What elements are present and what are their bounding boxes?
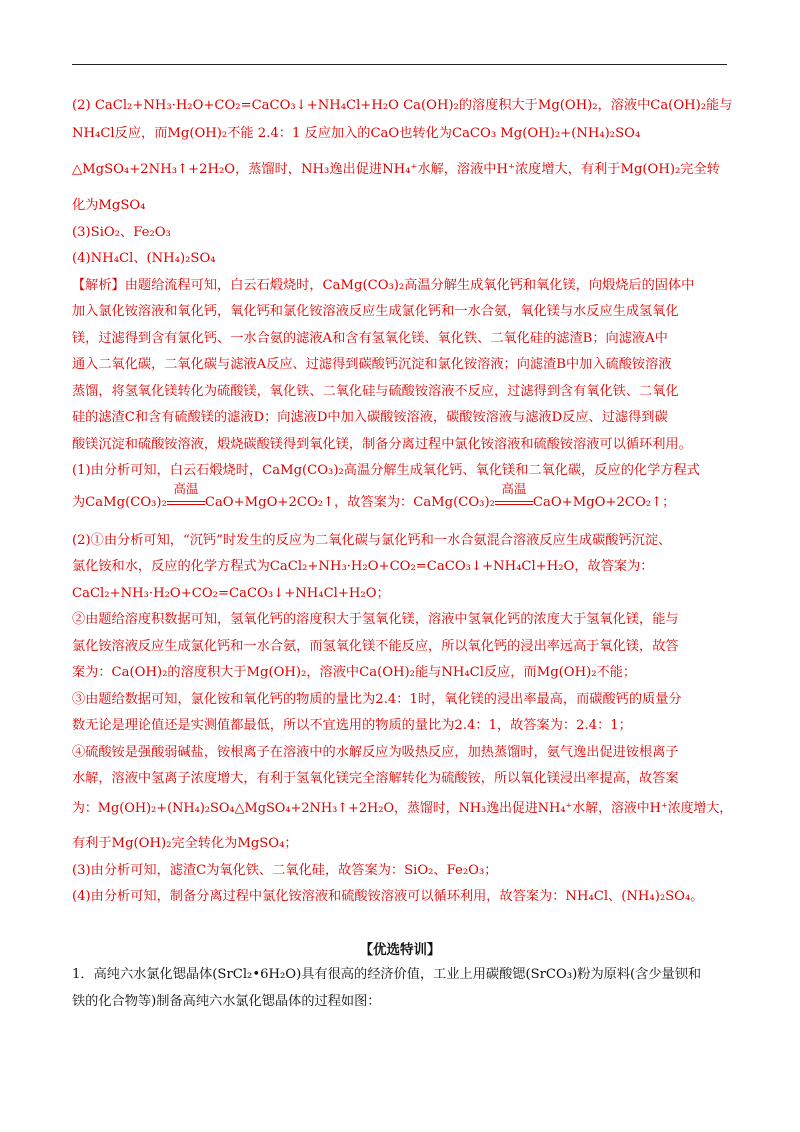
- analysis-line-13: 氯化铵溶液反应生成氯化钙和一水合氨，而氢氧化镁不能反应，所以氧化钙的浸出率远高于氧化镁，故答: [72, 639, 679, 654]
- answer-line-3: (3)SiO₂、Fe₂O₃: [72, 225, 171, 240]
- analysis-line-14: 案为：Ca(OH)₂的溶度积大于Mg(OH)₂，溶液中Ca(OH)₂能与NH₄Cl反应，而Mg(OH)₂不能；: [72, 665, 637, 680]
- analysis-line-19: 为：Mg(OH)₂+(NH₄)₂SO₄△MgSO₄+2NH₃↑+2H₂O，蒸馏时，NH₃逸出促进NH₄⁺水解，溶液中H⁺浓度增大，: [72, 801, 733, 816]
- analysis-line-16: 数无论是理论值还是实测值都最低，所以不宜选用的物质的量比为2.4：1，故答案为：2.4：1；: [72, 718, 632, 733]
- eq-condition-arrow-1: [167, 481, 205, 510]
- analysis-line-5: 蒸馏，将氢氧化镁转化为硫酸镁，氧化铁、二氧化硅与硫酸铵溶液不反应，过滤得到含有氧化铁、二氧化: [72, 384, 679, 399]
- analysis-line-2: 加入氯化铵溶液和氧化钙，氧化钙和氯化铵溶液反应生成氯化钙和一水合氨，氧化镁与水反应生成氢氧化: [72, 304, 679, 319]
- analysis-line-4: 通入二氧化碳，二氧化碳与滤液A反应、过滤得到碳酸钙沉淀和氯化铵溶液；向滤渣B中加入硫酸铵溶液: [72, 357, 672, 372]
- analysis-line-15: ③由题给数据可知，氯化铵和氧化钙的物质的量比为2.4：1时，氧化镁的浸出率最高，而碳酸钙的质量分: [72, 692, 682, 707]
- eq-condition-1: 高温: [173, 481, 199, 496]
- answer-line-2c: △MgSO₄+2NH₃↑+2H₂O，蒸馏时，NH₃逸出促进NH₄⁺水解，溶液中H⁺浓度增大，有利于Mg(OH)₂完全转: [72, 162, 720, 177]
- answer-line-2a: (2) CaCl₂+NH₃·H₂O+CO₂=CaCO₃↓+NH₄Cl+H₂O Ca(OH)₂的溶度积大于Mg(OH)₂，溶液中Ca(OH)₂能与: [72, 98, 733, 113]
- analysis-line-9: (2)①由分析可知，“沉钙”时发生的反应为二氧化碳与氯化钙和一水合氨混合溶液反应生成碳酸钙沉淀、: [72, 533, 672, 548]
- answer-line-2d: 化为MgSO₄: [72, 198, 146, 213]
- analysis-line-3: 镁，过滤得到含有氯化钙、一水合氨的滤液A和含有氢氧化镁、氧化铁、二氧化硅的滤渣B；向滤液A中: [72, 331, 668, 346]
- question-line-1: 1．高纯六水氯化锶晶体(SrCl₂•6H₂O)具有很高的经济价值，工业上用碳酸锶(SrCO₃)粉为原料(含少量钡和: [72, 967, 702, 982]
- header-rule: [72, 64, 727, 65]
- equation-line-1: [72, 481, 676, 510]
- analysis-line-22: (4)由分析可知，制备分离过程中氯化铵溶液和硫酸铵溶液可以循环利用，故答案为：NH₄Cl、(NH₄)₂SO₄。: [72, 889, 704, 904]
- analysis-line-21: (3)由分析可知，滤渣C为氧化铁、二氧化硅，故答案为：SiO₂、Fe₂O₃；: [72, 863, 498, 878]
- eq-condition-2: 高温: [501, 481, 527, 496]
- analysis-line-18: 水解，溶液中氢离子浓度增大，有利于氢氧化镁完全溶解转化为硫酸铵，所以氧化镁浸出率提高，故答案: [72, 771, 679, 786]
- answer-line-2b: NH₄Cl反应，而Mg(OH)₂不能 2.4：1 反应加入的CaO也转化为CaCO₃ Mg(OH)₂+(NH₄)₂SO₄: [72, 126, 641, 141]
- analysis-line-1: 【解析】由题给流程可知，白云石煅烧时，CaMg(CO₃)₂高温分解生成氧化钙和氧化镁，向煅烧后的固体中: [72, 278, 695, 293]
- answer-line-4: (4)NH₄Cl、(NH₄)₂SO₄: [72, 251, 216, 266]
- eq-products-2: CaO+MgO+2CO₂↑；: [532, 495, 676, 510]
- question-line-2: 铁的化合物等)制备高纯六水氯化锶晶体的过程如图：: [72, 994, 381, 1009]
- analysis-line-6: 硅的滤渣C和含有硫酸镁的滤液D；向滤液D中加入碳酸铵溶液，碳酸铵溶液与滤液D反应、过滤得到碳: [72, 410, 668, 425]
- analysis-line-12: ②由题给溶度积数据可知，氢氧化钙的溶度积大于氢氧化镁，溶液中氢氧化钙的浓度大于氢氧化镁，能与: [72, 612, 679, 627]
- section-title: 【优选特训】: [359, 942, 441, 958]
- eq-products-1: CaO+MgO+2CO₂↑，故答案为：CaMg(CO₃)₂: [204, 495, 495, 510]
- analysis-line-20: 有利于Mg(OH)₂完全转化为MgSO₄；: [72, 836, 298, 851]
- analysis-line-17: ④硫酸铵是强酸弱碱盐，铵根离子在溶液中的水解反应为吸热反应，加热蒸馏时，氨气逸出促进铵根离子: [72, 745, 679, 760]
- eq-prefix: 为CaMg(CO₃)₂: [72, 495, 167, 510]
- analysis-line-11: CaCl₂+NH₃·H₂O+CO₂=CaCO₃↓+NH₄Cl+H₂O；: [72, 586, 390, 601]
- analysis-line-10: 氯化铵和水，反应的化学方程式为CaCl₂+NH₃·H₂O+CO₂=CaCO₃↓+NH₄Cl+H₂O，故答案为：: [72, 559, 654, 574]
- analysis-line-7: 酸镁沉淀和硫酸铵溶液，煅烧碳酸镁得到氧化镁，制备分离过程中氯化铵溶液和硫酸铵溶液可以循环利用。: [72, 437, 692, 452]
- analysis-line-8: (1)由分析可知，白云石煅烧时，CaMg(CO₃)₂高温分解生成氧化钙、氧化镁和二氧化碳，反应的化学方程式: [72, 463, 700, 478]
- eq-condition-arrow-2: [495, 481, 533, 510]
